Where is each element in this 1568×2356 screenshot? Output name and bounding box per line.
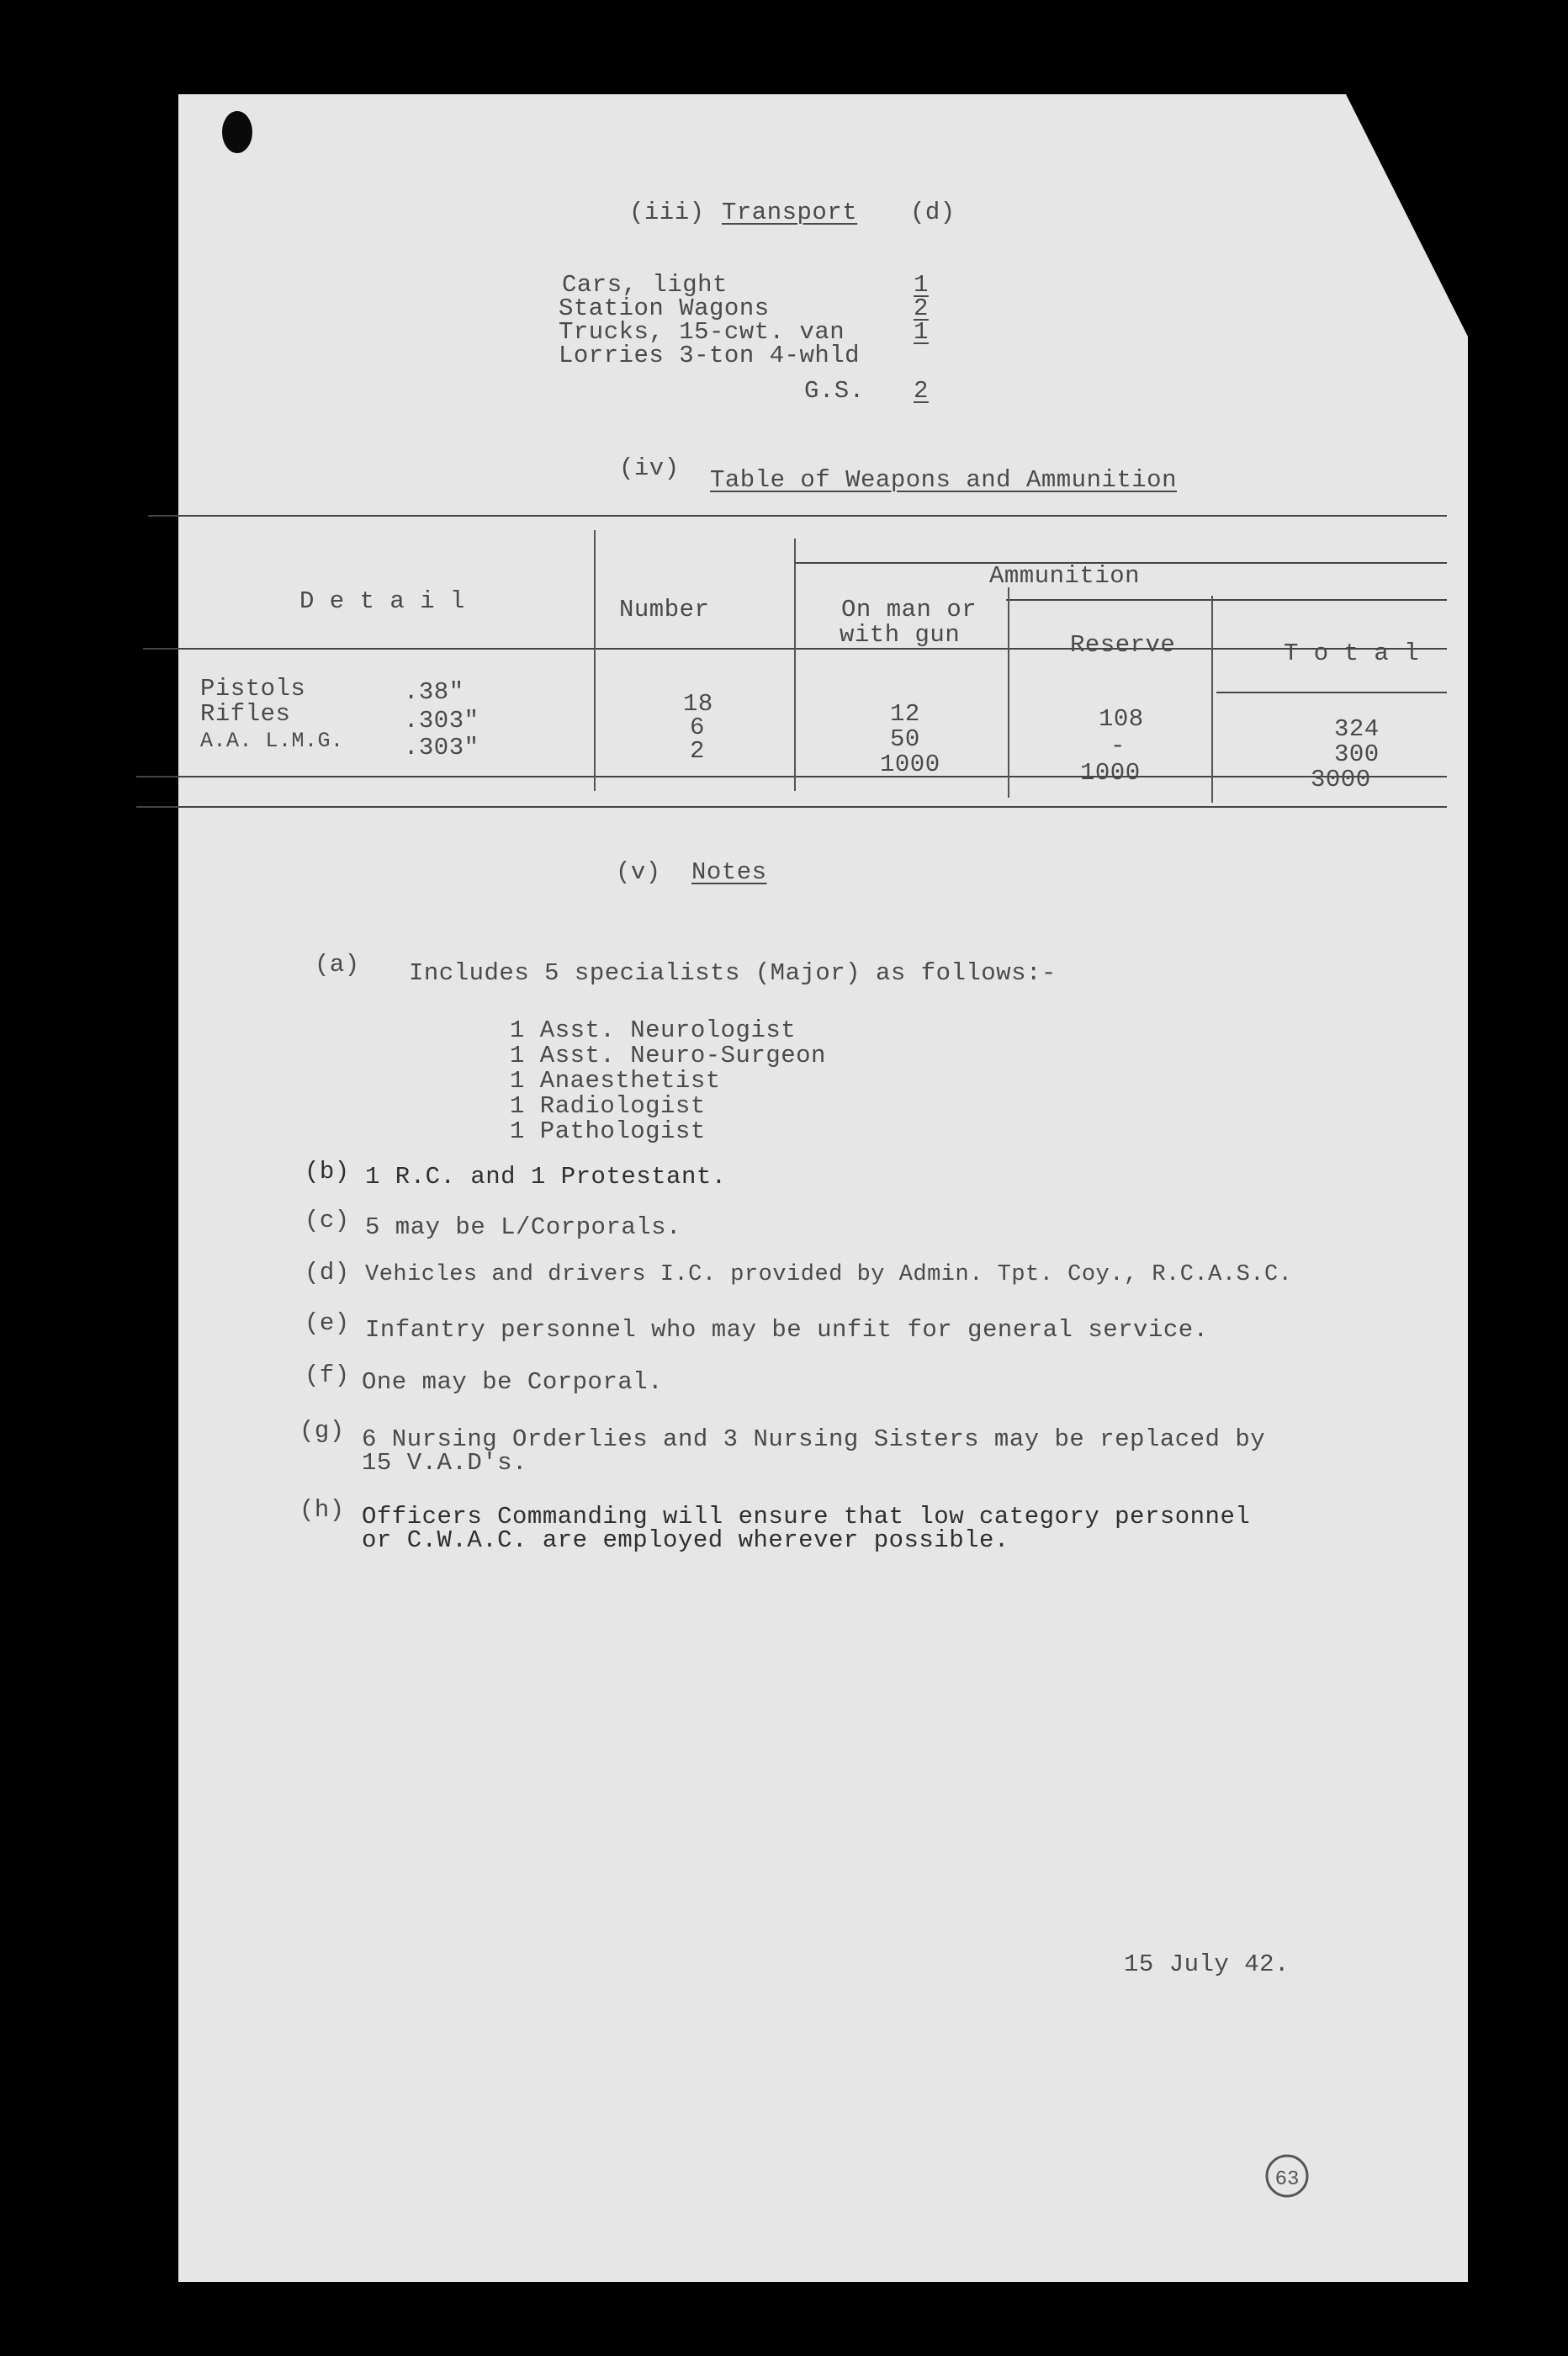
page-stamp: 63	[1274, 2168, 1300, 2191]
transport-item-value: 2	[914, 377, 929, 405]
weapon-reserve: 1000	[1080, 759, 1141, 787]
transport-item-label: G.S.	[804, 377, 865, 405]
note-text: 5 may be L/Corporals.	[365, 1213, 681, 1241]
specialist-item: 1 Pathologist	[510, 1117, 706, 1145]
document-date: 15 July 42.	[1124, 1950, 1290, 1978]
header-number: Number	[619, 596, 710, 623]
transport-heading-ref: (d)	[910, 199, 956, 226]
transport-item-value: 1	[914, 318, 929, 346]
header-ammunition: Ammunition	[989, 562, 1141, 590]
weapon-on-man: 1000	[880, 751, 940, 778]
note-text: Infantry personnel who may be unfit for general service.	[365, 1316, 1209, 1344]
weapons-heading: Table of Weapons and Ammunition	[710, 466, 1177, 494]
specialist-item: 1 Anaesthetist	[510, 1067, 721, 1095]
note-text: One may be Corporal.	[362, 1368, 664, 1396]
note-text: 1 R.C. and 1 Protestant.	[365, 1163, 727, 1191]
weapon-total: 300	[1334, 740, 1380, 768]
transport-item-label: Trucks, 15-cwt. van	[559, 318, 845, 346]
weapon-name: Pistols	[200, 675, 306, 703]
transport-item-value: 2	[914, 294, 929, 322]
transport-item-label: Lorries 3-ton 4-whld	[559, 342, 861, 369]
notes-heading-number: (v)	[616, 858, 661, 886]
note-label: (e)	[305, 1309, 350, 1337]
header-detail: D e t a i l	[299, 587, 465, 615]
weapon-on-man: 12	[890, 700, 920, 728]
weapon-calibre: .303"	[404, 707, 479, 735]
weapon-on-man: 50	[890, 725, 920, 753]
note-text: 6 Nursing Orderlies and 3 Nursing Sisters may be replaced by	[362, 1425, 1266, 1453]
header-total: T o t a l	[1284, 639, 1420, 667]
note-label: (g)	[299, 1417, 345, 1445]
note-text: Officers Commanding will ensure that low category personnel	[362, 1503, 1251, 1531]
weapon-number: 6	[690, 714, 705, 741]
note-text: Vehicles and drivers I.C. provided by Admin. Tpt. Coy., R.C.A.S.C.	[365, 1262, 1293, 1287]
ink-blot	[222, 111, 252, 153]
weapon-number: 2	[690, 737, 705, 765]
weapon-name: Rifles	[200, 700, 291, 728]
transport-heading-number: (iii)	[629, 199, 705, 226]
weapon-name: A.A. L.M.G.	[200, 729, 344, 753]
note-text-continued: 15 V.A.D's.	[362, 1449, 527, 1477]
note-label: (c)	[305, 1207, 350, 1234]
note-text-continued: or C.W.A.C. are employed wherever possible.	[362, 1526, 1009, 1554]
transport-item-label: Station Wagons	[559, 294, 770, 322]
note-label: (b)	[305, 1158, 350, 1186]
note-label: (f)	[305, 1361, 350, 1389]
header-reserve: Reserve	[1070, 631, 1176, 659]
weapon-number: 18	[683, 690, 713, 718]
weapon-total: 3000	[1311, 766, 1371, 793]
weapon-reserve: 108	[1099, 705, 1144, 733]
specialist-item: 1 Asst. Neuro-Surgeon	[510, 1042, 826, 1069]
weapon-total: 324	[1334, 715, 1380, 743]
weapon-calibre: .38"	[404, 678, 464, 706]
notes-heading: Notes	[691, 858, 767, 886]
transport-item-value: 1	[914, 271, 929, 299]
transport-item-label: Cars, light	[562, 271, 728, 299]
header-on-man: On man or	[841, 596, 977, 623]
note-text: Includes 5 specialists (Major) as follows:-	[409, 959, 1057, 987]
specialist-item: 1 Asst. Neurologist	[510, 1016, 797, 1044]
header-with-gun: with gun	[840, 621, 961, 649]
transport-heading: Transport	[722, 199, 858, 226]
weapon-reserve: -	[1110, 732, 1126, 760]
note-label: (d)	[305, 1259, 350, 1287]
weapons-heading-number: (iv)	[619, 454, 680, 482]
note-label: (a)	[315, 951, 360, 979]
specialist-item: 1 Radiologist	[510, 1092, 706, 1120]
note-label: (h)	[299, 1496, 345, 1524]
weapon-calibre: .303"	[404, 734, 479, 761]
